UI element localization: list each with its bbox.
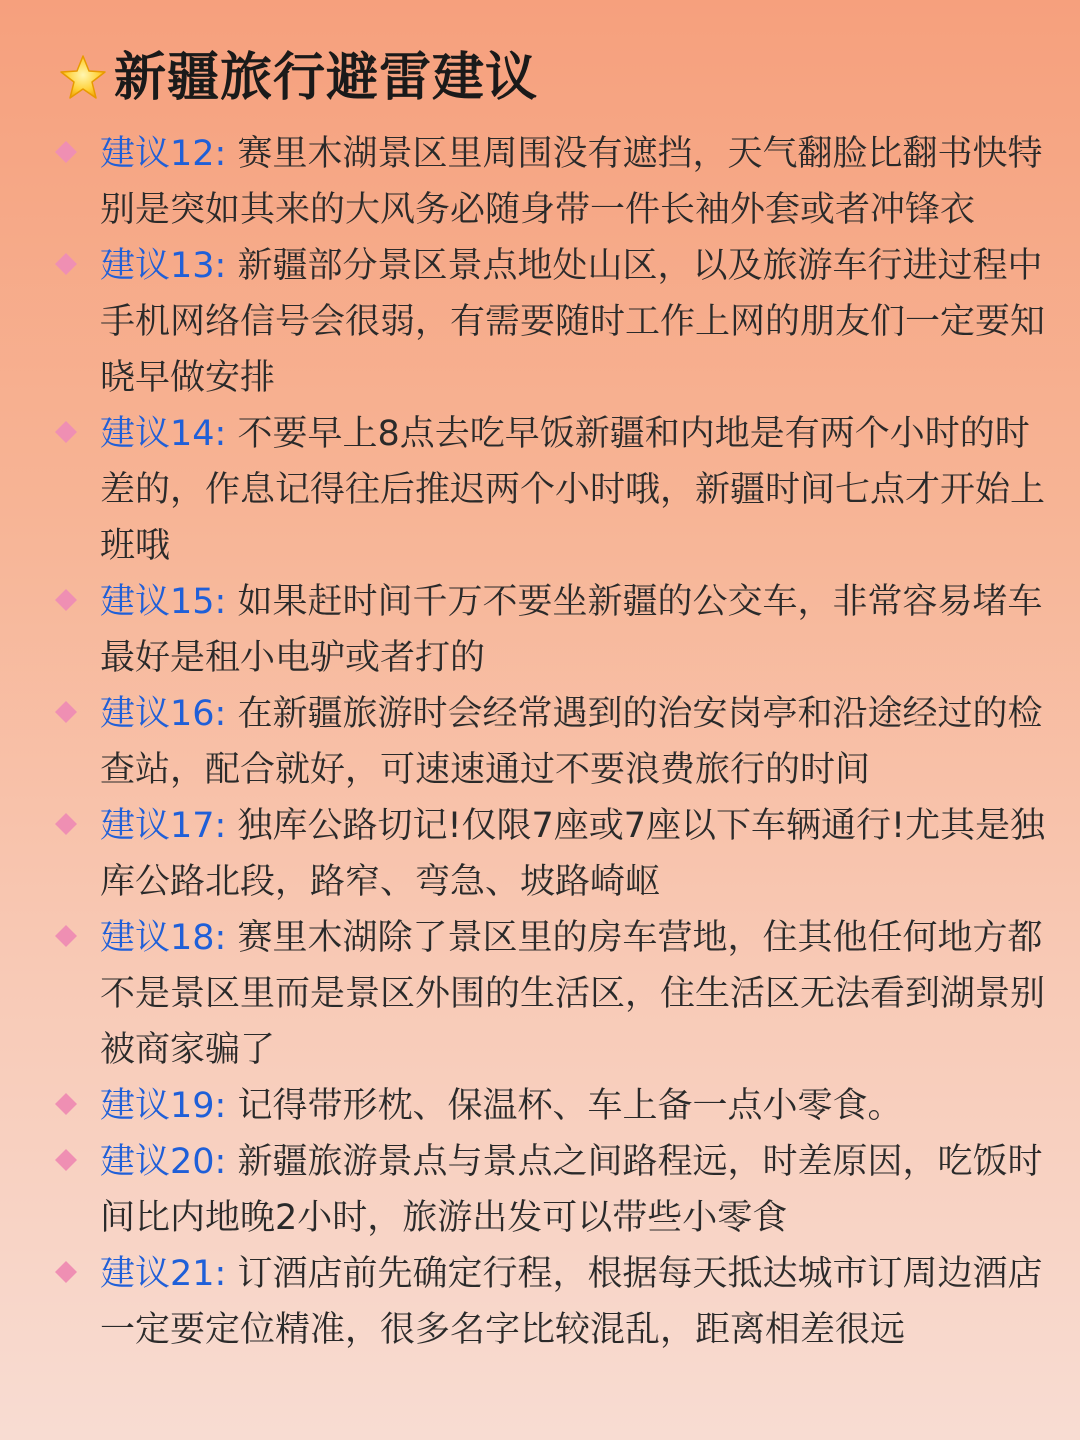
list-item — [50, 1078, 1050, 1134]
advice-text: 赛里木湖除了景区里的房车营地，住其他任何地方都不是景区里而是景区外围的生活区，住生活区无法看到湖景别被商家骗了 — [100, 918, 1046, 1070]
advice-text: 独库公路切记!仅限7座或7座以下车辆通行!尤其是独库公路北段，路窄、弯急、坡路崎岖 — [100, 806, 1046, 902]
advice-label: 建议19: — [100, 1086, 227, 1126]
advice-label: 建议12: — [100, 134, 227, 174]
diamond-bullet-icon — [54, 1092, 78, 1116]
diamond-bullet-icon — [54, 1260, 78, 1284]
advice-label: 建议16: — [100, 694, 227, 734]
advice-label: 建议17: — [100, 806, 227, 846]
advice-text: 新疆部分景区景点地处山区，以及旅游车行进过程中手机网络信号会很弱，有需要随时工作上网的朋友们一定要知晓早做安排 — [100, 246, 1046, 398]
advice-text: 订酒店前先确定行程，根据每天抵达城市订周边酒店一定要定位精准，很多名字比较混乱，距离相差很远 — [100, 1254, 1043, 1350]
advice-label: 建议20: — [100, 1142, 227, 1182]
list-item — [50, 406, 1050, 574]
advice-text: 赛里木湖景区里周围没有遮挡，天气翻脸比翻书快特别是突如其来的大风务必随身带一件长袖外套或者冲锋衣 — [100, 134, 1043, 230]
list-item — [50, 574, 1050, 686]
diamond-bullet-icon — [54, 700, 78, 724]
diamond-bullet-icon — [54, 140, 78, 164]
diamond-bullet-icon — [54, 420, 78, 444]
page-title: 新疆旅行避雷建议 — [114, 48, 539, 108]
advice-text: 如果赶时间千万不要坐新疆的公交车，非常容易堵车最好是租小电驴或者打的 — [100, 582, 1043, 678]
list-item — [50, 126, 1050, 238]
diamond-bullet-icon — [54, 588, 78, 612]
list-item — [50, 238, 1050, 406]
advice-text: 不要早上8点去吃早饭新疆和内地是有两个小时的时差的，作息记得往后推迟两个小时哦，新疆时间七点才开始上班哦 — [100, 414, 1046, 566]
list-item — [50, 798, 1050, 910]
advice-text: 新疆旅游景点与景点之间路程远，时差原因，吃饭时间比内地晚2小时，旅游出发可以带些小零食 — [100, 1142, 1043, 1238]
advice-text: 记得带形枕、保温杯、车上备一点小零食。 — [226, 1086, 903, 1126]
list-item — [50, 910, 1050, 1078]
diamond-bullet-icon — [54, 812, 78, 836]
list-item — [50, 1134, 1050, 1246]
diamond-bullet-icon — [54, 924, 78, 948]
header — [58, 40, 538, 116]
advice-label: 建议15: — [100, 582, 227, 622]
list-item — [50, 1246, 1050, 1358]
advice-list — [50, 126, 1050, 1358]
diamond-bullet-icon — [54, 252, 78, 276]
diamond-bullet-icon — [54, 1148, 78, 1172]
list-item — [50, 686, 1050, 798]
star-icon — [58, 53, 108, 103]
advice-text: 在新疆旅游时会经常遇到的治安岗亭和沿途经过的检查站，配合就好，可速速通过不要浪费旅行的时间 — [100, 694, 1043, 790]
advice-label: 建议14: — [100, 414, 227, 454]
advice-label: 建议21: — [100, 1254, 227, 1294]
advice-label: 建议13: — [100, 246, 227, 286]
advice-label: 建议18: — [100, 918, 227, 958]
